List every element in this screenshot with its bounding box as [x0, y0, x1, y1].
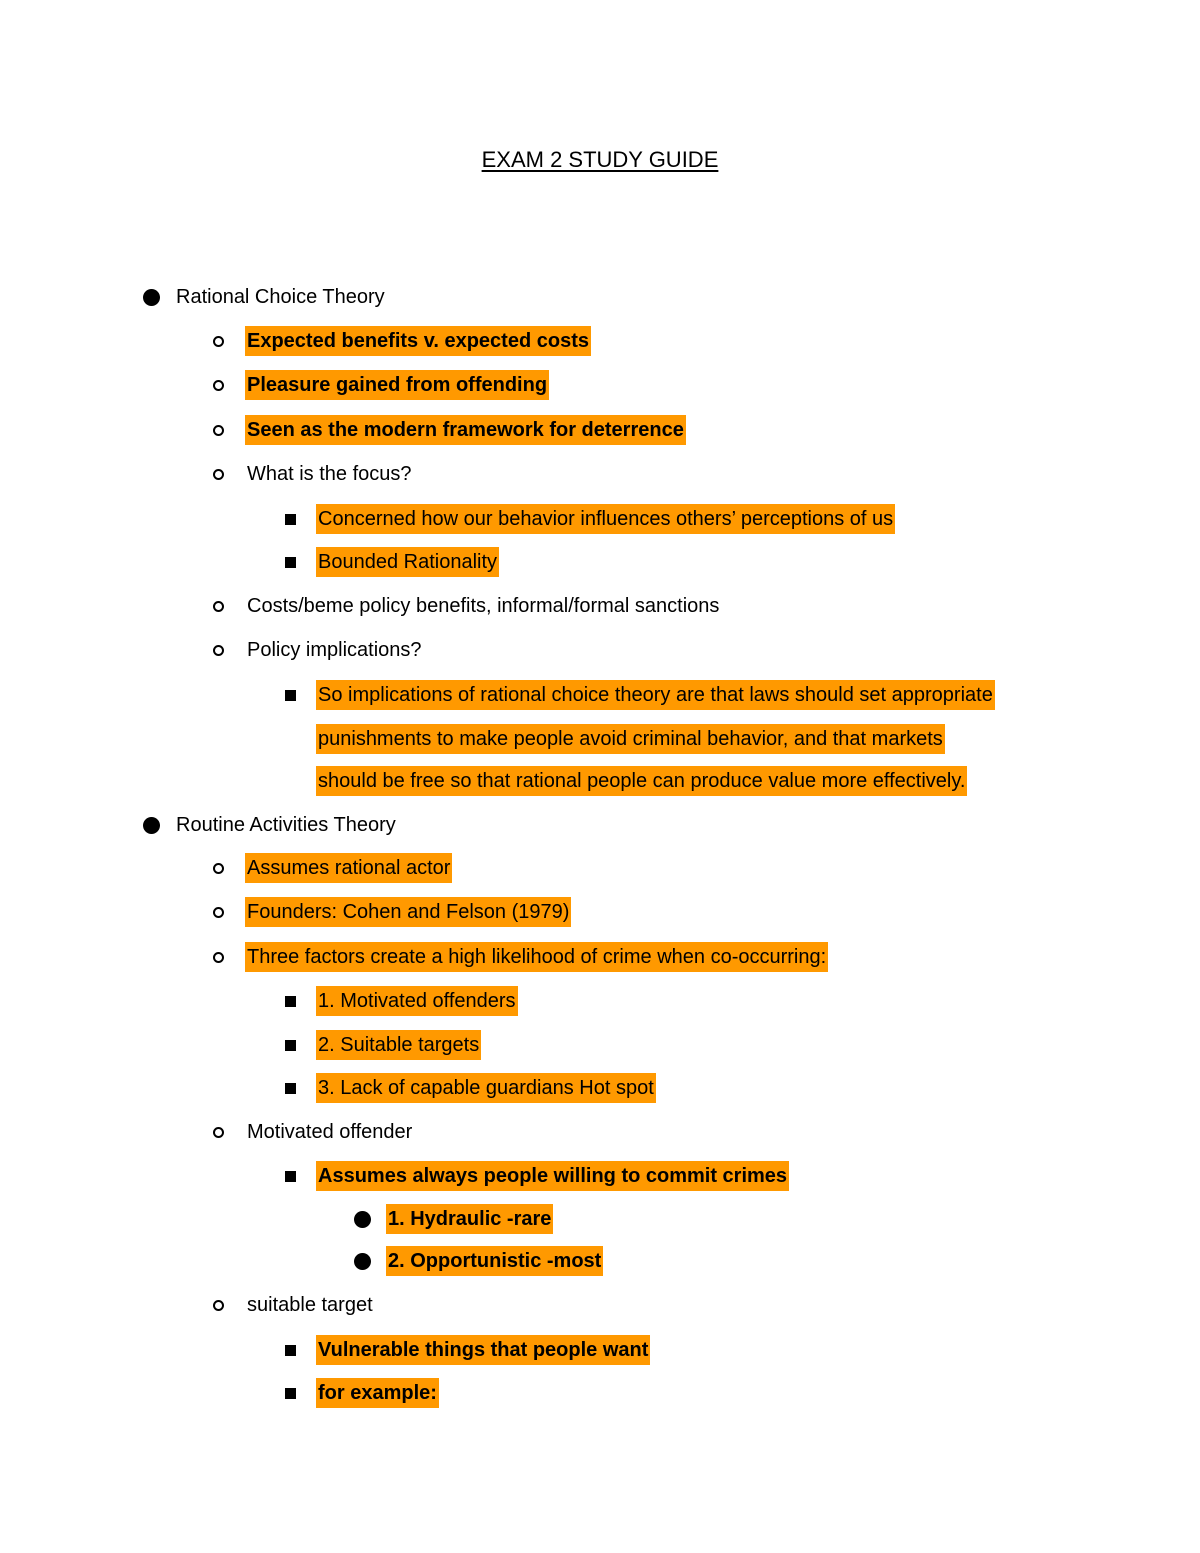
subitem: [0, 459, 1200, 489]
filled-circle-bullet-icon: [143, 289, 160, 306]
hollow-circle-bullet-icon: [213, 1300, 224, 1311]
detail-item: [0, 1378, 1200, 1408]
subitem: [0, 326, 1200, 356]
section-heading: [0, 282, 1200, 312]
sub-detail-item: [0, 1246, 1200, 1276]
item-text: Three factors create a high likelihood of crime when co-occurring:: [245, 942, 828, 972]
square-bullet-icon: [285, 1083, 296, 1094]
subitem: [0, 853, 1200, 883]
item-text: Assumes rational actor: [245, 853, 452, 883]
subitem: [0, 942, 1200, 972]
subitem: [0, 897, 1200, 927]
item-text: 2. Suitable targets: [316, 1030, 481, 1060]
detail-item-continuation: [0, 766, 1200, 796]
item-text: Expected benefits v. expected costs: [245, 326, 591, 356]
detail-item-continuation: [0, 724, 1200, 754]
item-text: Seen as the modern framework for deterrence: [245, 415, 686, 445]
hollow-circle-bullet-icon: [213, 1127, 224, 1138]
detail-item: [0, 680, 1200, 710]
detail-item: [0, 1335, 1200, 1365]
sub-detail-item: [0, 1204, 1200, 1234]
hollow-circle-bullet-icon: [213, 336, 224, 347]
detail-item: [0, 1073, 1200, 1103]
hollow-circle-bullet-icon: [213, 863, 224, 874]
detail-item: [0, 1030, 1200, 1060]
square-bullet-icon: [285, 557, 296, 568]
hollow-circle-bullet-icon: [213, 907, 224, 918]
hollow-circle-bullet-icon: [213, 952, 224, 963]
item-text: Costs/beme policy benefits, informal/formal sanctions: [247, 595, 720, 617]
item-text: punishments to make people avoid criminal behavior, and that markets: [316, 724, 945, 754]
item-text: So implications of rational choice theory are that laws should set appropriate: [316, 680, 995, 710]
item-text: Rational Choice Theory: [176, 286, 385, 308]
item-text: 2. Opportunistic -most: [386, 1246, 603, 1276]
filled-circle-bullet-icon: [143, 817, 160, 834]
subitem: [0, 1117, 1200, 1147]
item-text: suitable target: [247, 1294, 373, 1316]
item-text: Routine Activities Theory: [176, 814, 396, 836]
detail-item: [0, 547, 1200, 577]
item-text: Motivated offender: [247, 1121, 413, 1143]
item-text: 3. Lack of capable guardians Hot spot: [316, 1073, 656, 1103]
subitem: [0, 415, 1200, 445]
hollow-circle-bullet-icon: [213, 601, 224, 612]
item-text: Pleasure gained from offending: [245, 370, 549, 400]
item-text: 1. Motivated offenders: [316, 986, 518, 1016]
square-bullet-icon: [285, 514, 296, 525]
item-text: 1. Hydraulic -rare: [386, 1204, 553, 1234]
item-text: Concerned how our behavior influences others’ perceptions of us: [316, 504, 895, 534]
item-text: should be free so that rational people can produce value more effectively.: [316, 766, 967, 796]
item-text: Bounded Rationality: [316, 547, 499, 577]
filled-circle-bullet-icon: [354, 1253, 371, 1270]
square-bullet-icon: [285, 1388, 296, 1399]
subitem: [0, 591, 1200, 621]
subitem: [0, 370, 1200, 400]
hollow-circle-bullet-icon: [213, 645, 224, 656]
subitem: [0, 1290, 1200, 1320]
page-title: EXAM 2 STUDY GUIDE: [481, 147, 719, 172]
square-bullet-icon: [285, 690, 296, 701]
square-bullet-icon: [285, 1040, 296, 1051]
item-text: Vulnerable things that people want: [316, 1335, 650, 1365]
item-text: What is the focus?: [247, 463, 412, 485]
item-text: Policy implications?: [247, 639, 422, 661]
section-heading: [0, 810, 1200, 840]
hollow-circle-bullet-icon: [213, 469, 224, 480]
item-text: Founders: Cohen and Felson (1979): [245, 897, 571, 927]
subitem: [0, 635, 1200, 665]
square-bullet-icon: [285, 1345, 296, 1356]
square-bullet-icon: [285, 996, 296, 1007]
hollow-circle-bullet-icon: [213, 380, 224, 391]
item-text: Assumes always people willing to commit crimes: [316, 1161, 789, 1191]
filled-circle-bullet-icon: [354, 1211, 371, 1228]
item-text: for example:: [316, 1378, 439, 1408]
detail-item: [0, 1161, 1200, 1191]
hollow-circle-bullet-icon: [213, 425, 224, 436]
detail-item: [0, 504, 1200, 534]
square-bullet-icon: [285, 1171, 296, 1182]
detail-item: [0, 986, 1200, 1016]
